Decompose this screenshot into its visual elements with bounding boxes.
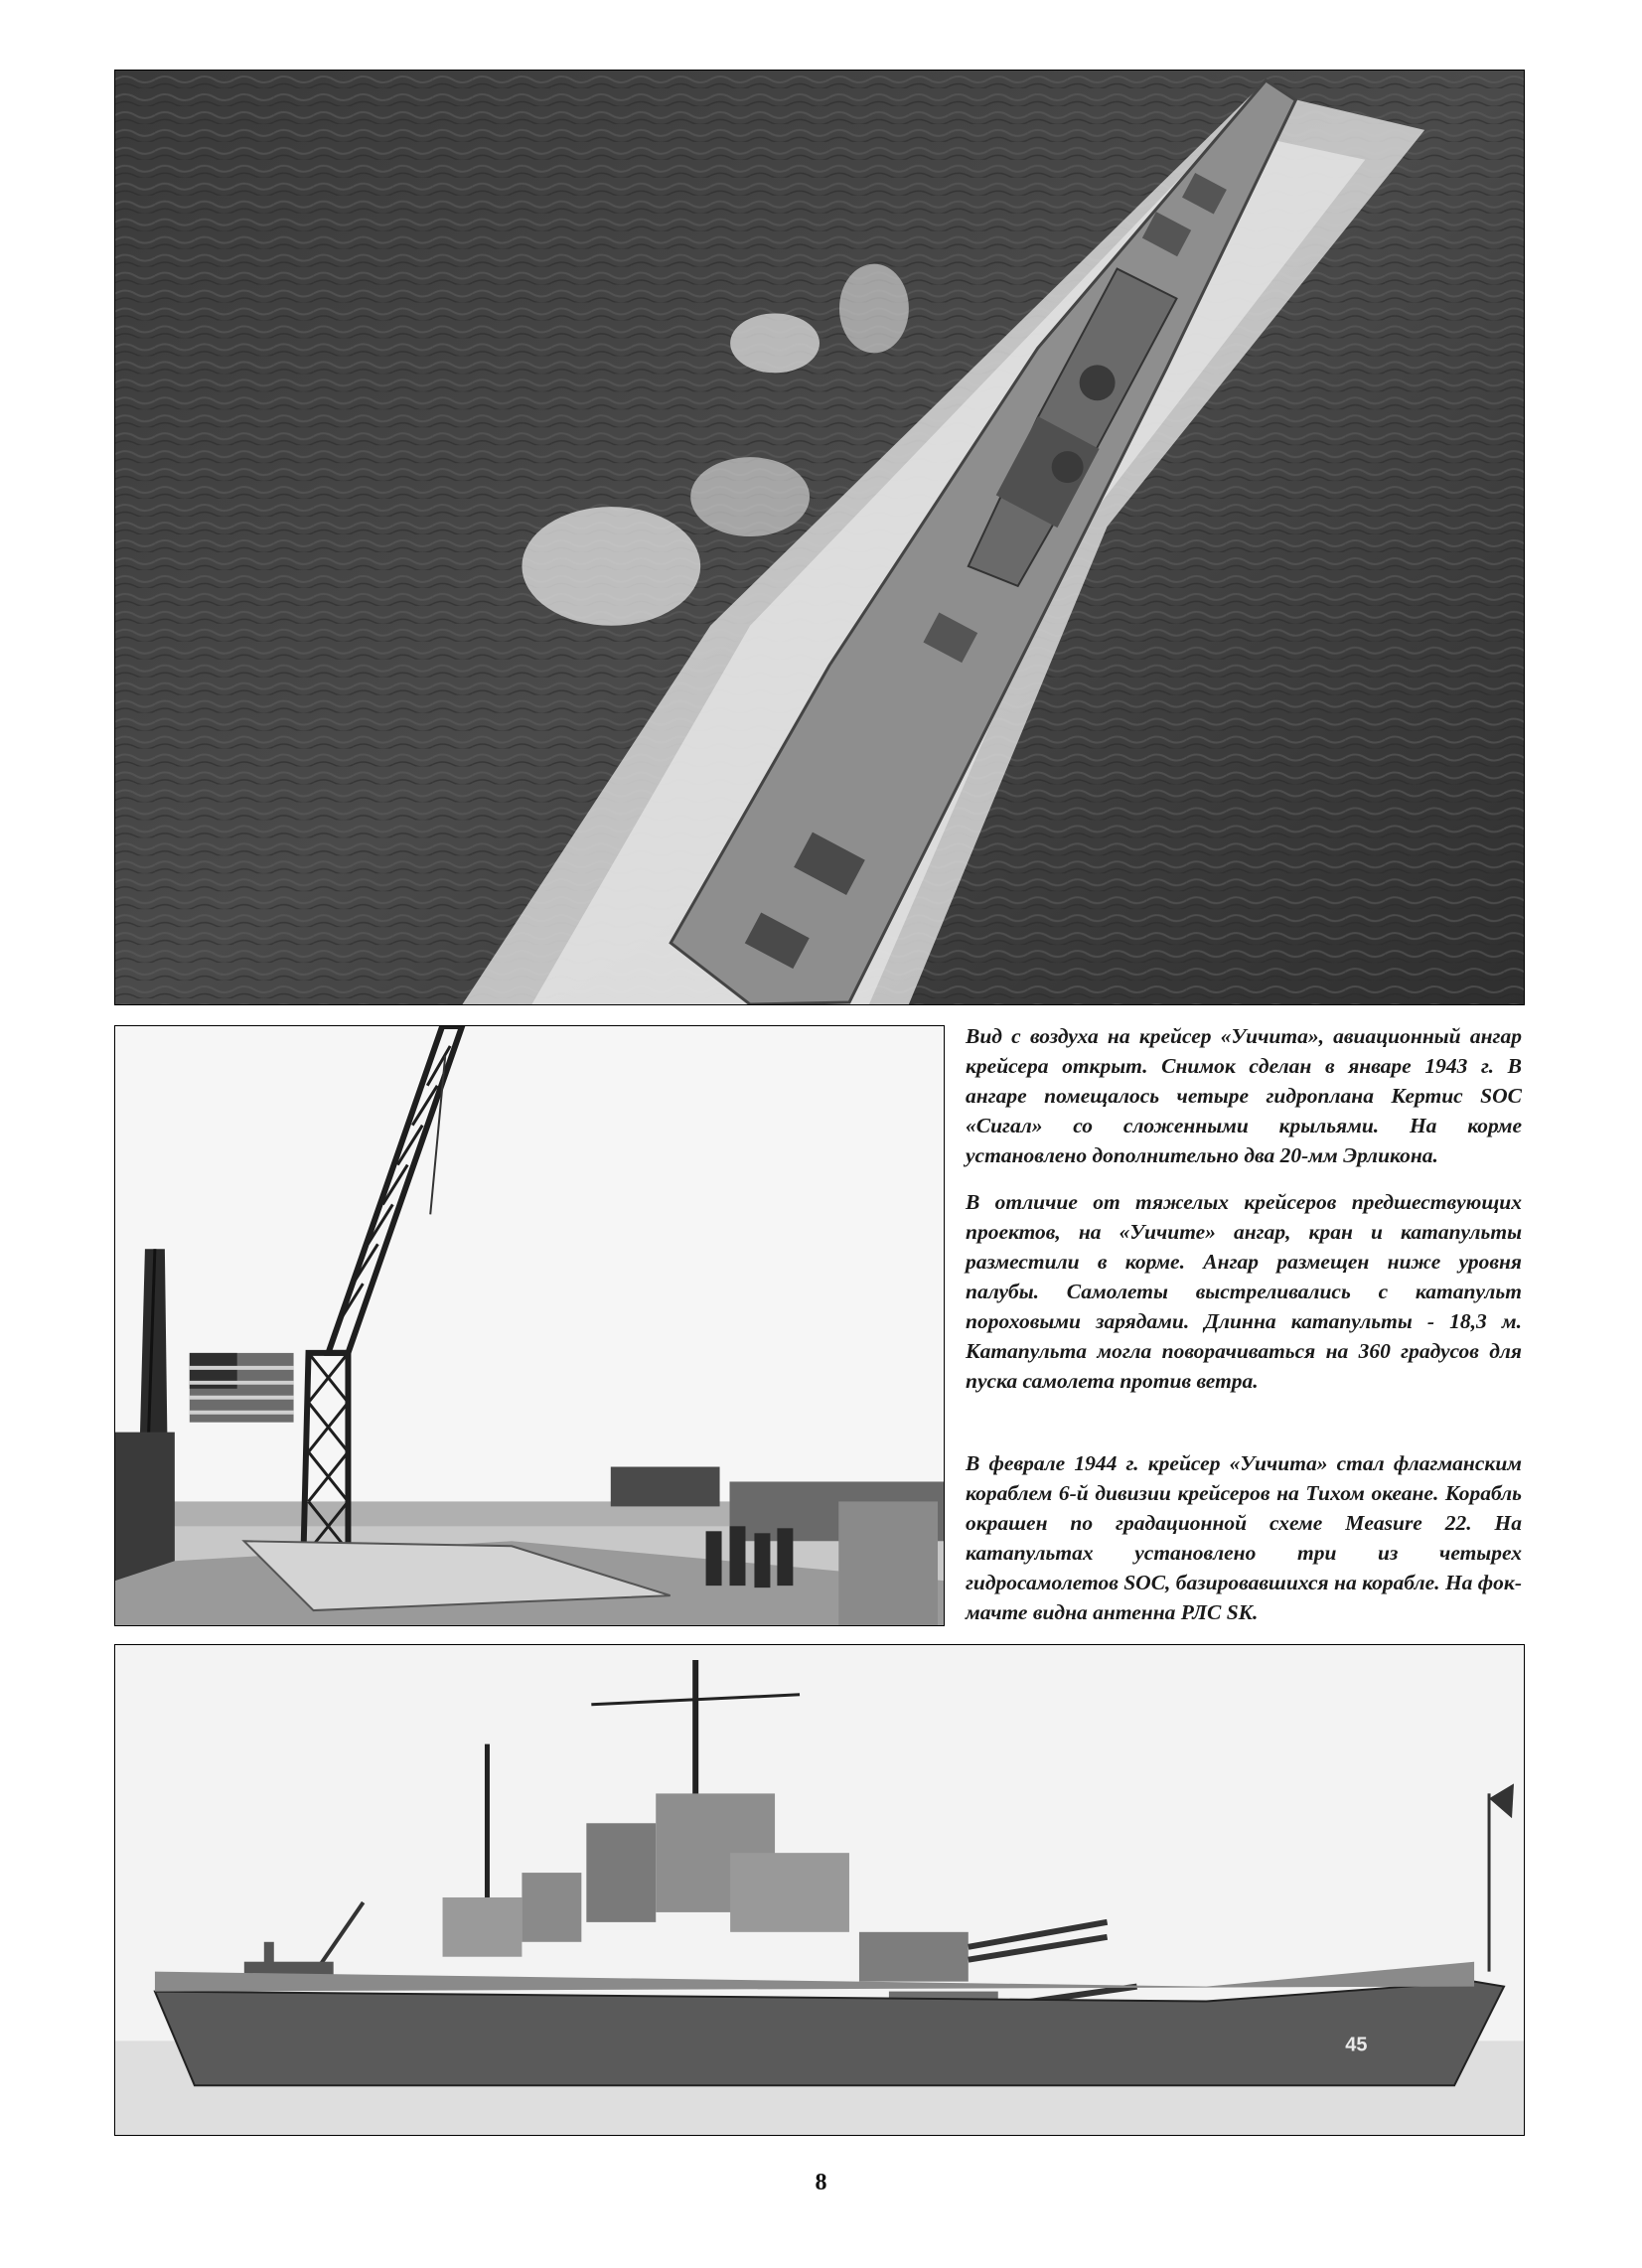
caption-hangar-catapult: В отличие от тяжелых крейсеров предшествующих проектов, на «Уичите» ангар, кран и катапульты разместили в корме. Ангар размещен ниже уровня палубы. Самолеты выстреливались с катапульт пороховыми зарядами. Длинна катапульты - 18,3 м. Катапульта могла поворачиваться на 360 градусов для пуска самолета против ветра. — [966, 1190, 1522, 1393]
page-number: 8 — [815, 2170, 827, 2195]
photo-cruiser-broadside — [114, 1644, 1525, 2136]
caption-flagship: В феврале 1944 г. крейсер «Уичита» стал флагманским кораблем 6-й дивизии крейсеров на Тихом океане. Корабль окрашен по градационной схеме Measure 22. На катапультах установлено три из четырех гидросамолетов SOC, базировавшихся на корабле. На фок-мачте видна антенна РЛС SK. — [966, 1451, 1522, 1624]
cruiser-broadside-image — [115, 1645, 1524, 2135]
hull-number: 45 — [1345, 2034, 1368, 2056]
photo-stern-crane — [114, 1025, 945, 1626]
caption-aerial-view: Вид с воздуха на крейсер «Уичита», авиационный ангар крейсера открыт. Снимок сделан в январе 1943 г. В ангаре помещалось четыре гидроплана Кертис SOC «Сигал» со сложенными крыльями. На корме установлено дополнительно два 20-мм Эрликона. — [966, 1024, 1522, 1167]
stern-crane-image — [115, 1026, 944, 1625]
photo-aerial-cruiser — [114, 70, 1525, 1005]
aerial-cruiser-image — [115, 71, 1524, 1004]
